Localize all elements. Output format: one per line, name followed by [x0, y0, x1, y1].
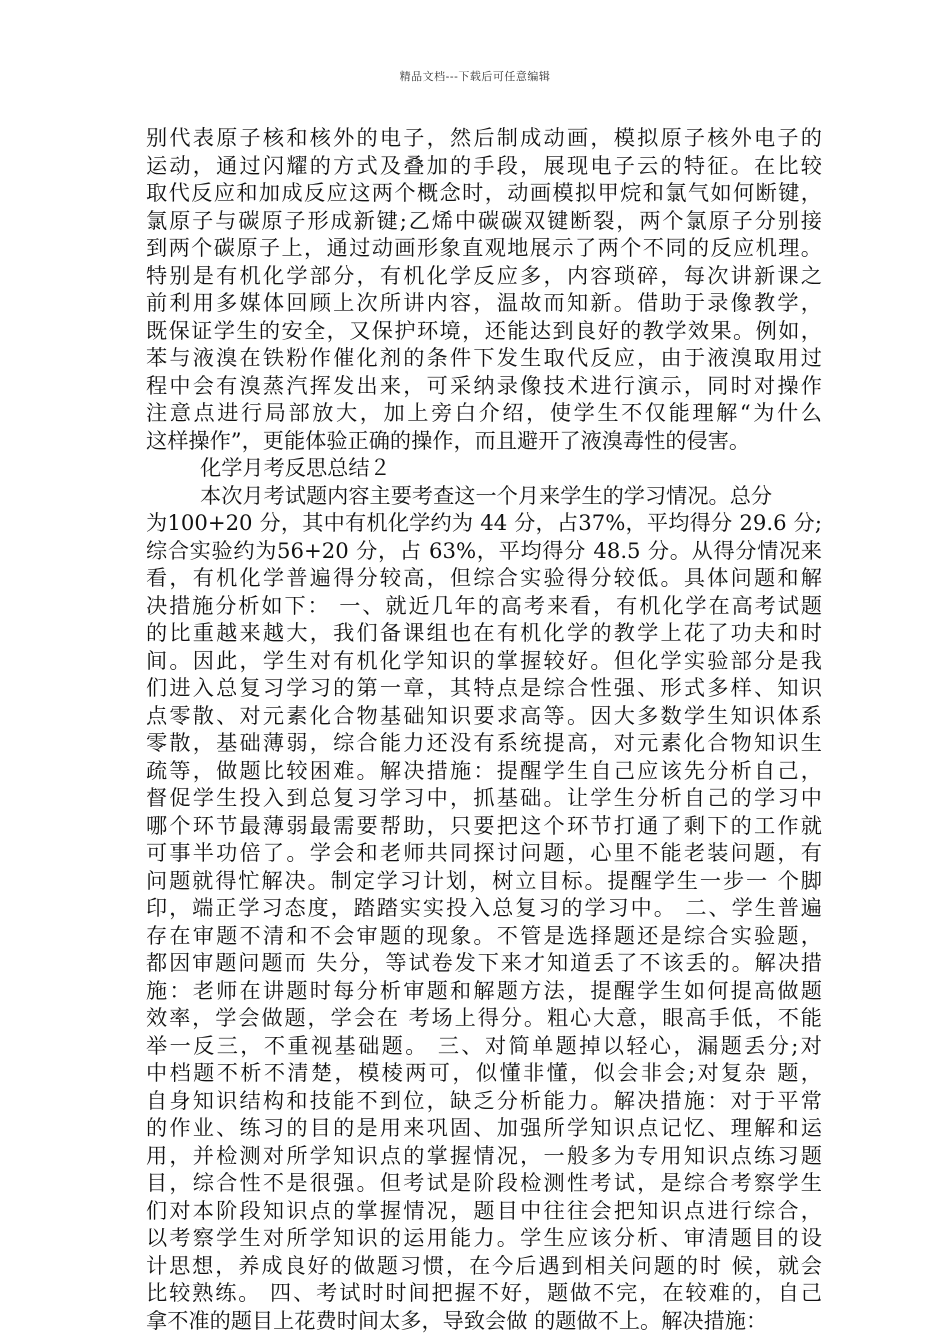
- text-line: 决措施分析如下： 一、就近几年的高考来看，有机化学在高考试题: [146, 592, 822, 618]
- text-line: 到两个碳原子上，通过动画形象直观地展示了两个不同的反应机理。: [146, 235, 822, 260]
- text-line: 间。因此，学生对有机化学知识的掌握较好。但化学实验部分是我: [146, 647, 822, 673]
- text-line: 疏等，做题比较困难。解决措施：提醒学生自己应该先分析自己，: [146, 757, 822, 783]
- text-line: 苯与液溴在铁粉作催化剂的条件下发生取代反应，由于液溴取用过: [146, 345, 822, 370]
- text-line: 都因审题问题而 失分，等试卷发下来才知道丢了不该丢的。解决措: [146, 950, 822, 975]
- text-line: 本次月考试题内容主要考查这一个月来学生的学习情况。总分: [200, 482, 773, 508]
- text-line: 可事半功倍了。学会和老师共同探讨问题，心里不能老装问题，有: [146, 840, 822, 865]
- page-header: 精品文档---下载后可任意编辑: [399, 70, 551, 83]
- text-line: 既保证学生的安全，又保护环境，还能达到良好的教学效果。例如，: [146, 317, 822, 343]
- text-line: 印，端正学习态度，踏踏实实投入总复习的学习中。 二、学生普遍: [146, 895, 822, 920]
- text-line: 们进入总复习学习的第一章，其特点是综合性强、形式多样、知识: [146, 675, 822, 700]
- text-line: 看，有机化学普遍得分较高，但综合实验得分较低。具体问题和解: [146, 565, 822, 590]
- text-line: 哪个环节最薄弱最需要帮助，只要把这个环节打通了剩下的工作就: [146, 812, 822, 838]
- text-line: 自身知识结构和技能不到位，缺乏分析能力。解决措施：对于平常: [146, 1087, 822, 1113]
- document-body: [146, 124, 822, 1334]
- text-line: 氯原子与碳原子形成新键;乙烯中碳碳双键断裂，两个氯原子分别接: [146, 207, 822, 233]
- text-line: 们对本阶段知识点的掌握情况，题目中往往会把知识点进行综合，: [146, 1197, 822, 1223]
- text-line: 督促学生投入到总复习学习中，抓基础。让学生分析自己的学习中: [146, 785, 822, 810]
- text-line: 问题就得忙解决。制定学习计划，树立目标。提醒学生一步一 个脚: [146, 867, 822, 893]
- text-line: 拿不准的题目上花费时间太多，导致会做 的题做不上。解决措施：: [146, 1307, 768, 1333]
- text-line: 计思想，养成良好的做题习惯，在今后遇到相关问题的时 候，就会: [146, 1252, 822, 1278]
- text-line: 中档题不析不清楚，模棱两可，似懂非懂，似会非会;对复杂 题，: [146, 1060, 822, 1085]
- text-line: 的作业、练习的目的是用来巩固、加强所学知识点记忆、理解和运: [146, 1115, 822, 1140]
- text-line: 为100+20 分，其中有机化学约为 44 分，占37%，平均得分 29.6 分;: [146, 510, 822, 535]
- text-line: 这样操作”，更能体验正确的操作，而且避开了液溴毒性的侵害。: [146, 427, 751, 453]
- text-line: 用，并检测对所学知识点的掌握情况，一般多为专用知识点练习题: [146, 1142, 822, 1168]
- text-line: 化学月考反思总结２: [200, 455, 391, 480]
- text-line: 综合实验约为56+20 分，占 63%，平均得分 48.5 分。从得分情况来: [146, 537, 822, 563]
- text-line: 施：老师在讲题时每分析审题和解题方法，提醒学生如何提高做题: [146, 977, 822, 1003]
- text-line: 零散，基础薄弱，综合能力还没有系统提高，对元素化合物知识生: [146, 730, 822, 755]
- text-line: 效率，学会做题，学会在 考场上得分。粗心大意，眼高手低，不能: [146, 1005, 822, 1030]
- text-line: 运动，通过闪耀的方式及叠加的手段，展现电子云的特征。在比较: [146, 152, 822, 178]
- text-line: 取代反应和加成反应这两个概念时，动画模拟甲烷和氯气如何断键，: [146, 180, 822, 205]
- text-line: 程中会有溴蒸汽挥发出来，可采纳录像技术进行演示，同时对操作: [146, 372, 822, 398]
- text-line: 别代表原子核和核外的电子，然后制成动画，模拟原子核外电子的: [146, 125, 822, 150]
- text-line: 特别是有机化学部分，有机化学反应多，内容琐碎，每次讲新课之: [146, 262, 822, 288]
- text-line: 的比重越来越大，我们备课组也在有机化学的教学上花了功夫和时: [146, 620, 822, 645]
- text-line: 比较熟练。 四、考试时时间把握不好，题做不完，在较难的，自己: [146, 1280, 822, 1305]
- text-line: 点零散、对元素化合物基础知识要求高等。因大多数学生知识体系: [146, 702, 822, 728]
- text-line: 存在审题不清和不会审题的现象。不管是选择题还是综合实验题，: [146, 922, 822, 948]
- text-line: 前利用多媒体回顾上次所讲内容，温故而知新。借助于录像教学，: [146, 290, 822, 315]
- text-line: 以考察学生对所学知识的运用能力。学生应该分析、审清题目的设: [146, 1225, 822, 1250]
- text-line: 注意点进行局部放大，加上旁白介绍，使学生不仅能理解“为什么: [146, 400, 822, 425]
- text-line: 目，综合性不是很强。但考试是阶段检测性考试，是综合考察学生: [146, 1170, 822, 1195]
- text-line: 举一反三，不重视基础题。 三、对简单题掉以轻心，漏题丢分;对: [146, 1032, 822, 1058]
